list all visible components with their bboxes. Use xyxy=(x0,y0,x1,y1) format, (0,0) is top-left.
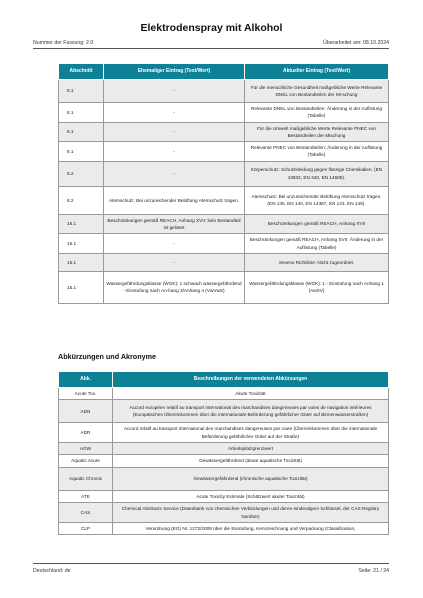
column-header-new-entry: Aktueller Eintrag (Text/Wert) xyxy=(245,64,389,80)
description-cell: Acute Toxicity Estimate (Schätzwert akuter Toxizität) xyxy=(113,491,389,503)
table-row xyxy=(59,522,389,534)
table-row xyxy=(59,253,389,271)
document-title: Elektrodenspray mit Alkohol xyxy=(140,22,283,34)
old-entry-cell: - xyxy=(104,80,245,103)
column-header-old-entry: Ehemaliger Eintrag (Text/Wert) xyxy=(104,64,245,80)
new-entry-cell: Seveso Richtlinie: Nicht zugeordnet. xyxy=(245,253,389,271)
old-entry-cell: - xyxy=(104,253,245,271)
description-cell: Accord relatif au transport international des marchandises dangereuses par route (Übereinkommen über die internationale Beförderung gefährlicher Güter auf der Straße) xyxy=(113,423,389,443)
abbreviation-cell: ATE xyxy=(59,491,113,503)
column-header-description: Beschreibungen der verwendeten Abkürzungen xyxy=(113,372,389,388)
new-entry-cell: Wassergefährdungsklasse (WGK): 1 - Einstufung nach Anhang 1 (AwSV) xyxy=(245,271,389,303)
old-entry-cell: - xyxy=(104,142,245,162)
table-row xyxy=(59,388,389,400)
section-cell: 8.1 xyxy=(59,103,104,123)
abbreviation-cell: CLP xyxy=(59,522,113,534)
abbreviation-cell: CAS xyxy=(59,503,113,523)
table-row xyxy=(59,423,389,443)
table-row xyxy=(59,234,389,254)
description-cell: Arbeitsplatzgrenzwert xyxy=(113,442,389,454)
description-cell: Accord européen relatif au transport international des marchandises dangereuses par voies de navigation intérieures (Europäisches Übereinkommen über die internationale Beförderung gefährlicher Güter auf Binnenwasserstraßen) xyxy=(113,400,389,423)
page-number: Seite: 21 / 24 xyxy=(358,568,389,574)
abbreviations-table xyxy=(58,371,389,535)
table-row xyxy=(59,186,389,214)
description-cell: Chemical Abstracts Service (Datenbank von chemischen Verbindungen und deren eindeutigem Schlüssel, der CAS Registry Number) xyxy=(113,503,389,523)
old-entry-cell: Atemschutz: Bei unzureichender Belüftung Atemschutz tragen. xyxy=(104,186,245,214)
footer-rule xyxy=(33,563,389,564)
section-cell: 8.2 xyxy=(59,161,104,186)
abbreviation-cell: Aquatic Acute xyxy=(59,455,113,468)
new-entry-cell: Relevante PNEC von Bestandteilen: Änderung in der Auflistung (Tabelle) xyxy=(245,142,389,162)
footer xyxy=(33,568,389,574)
description-cell: Akute Toxizität xyxy=(113,388,389,400)
abbreviations-table-header xyxy=(59,372,389,388)
section-cell: 15.1 xyxy=(59,214,104,234)
abbreviations-heading: Abkürzungen und Akronyme xyxy=(58,352,156,361)
version-number: Nummer der Fassung: 2.0 xyxy=(33,40,94,46)
table-row xyxy=(59,80,389,103)
section-cell: 8.1 xyxy=(59,142,104,162)
section-cell: 8.2 xyxy=(59,186,104,214)
column-header-abbreviation: Abk. xyxy=(59,372,113,388)
section-cell: 15.1 xyxy=(59,253,104,271)
description-cell: Gewässergefährdend (chronische aquatische Toxizität) xyxy=(113,468,389,491)
section-cell: 8.1 xyxy=(59,122,104,142)
abbreviation-cell: ADR xyxy=(59,423,113,443)
new-entry-cell: Für die Umwelt maßgebliche Werte Relevante PNEC von Bestandteilen der Mischung xyxy=(245,122,389,142)
old-entry-cell: - xyxy=(104,103,245,123)
abbreviation-cell: Acute Tox. xyxy=(59,388,113,400)
table-row xyxy=(59,455,389,468)
new-entry-cell: Atemschutz: Bei unzureichender Belüftung Atemschutz tragen. (EN 136, EN 140, EN 14387, EN 143, EN 149). xyxy=(245,186,389,214)
table-row xyxy=(59,442,389,454)
header-meta xyxy=(33,40,389,46)
description-cell: Gewässergefährdend (akute aquatische Toxizität) xyxy=(113,455,389,468)
column-header-section: Abschnitt xyxy=(59,64,104,80)
table-row xyxy=(59,122,389,142)
table-row xyxy=(59,142,389,162)
changes-table-header xyxy=(59,64,389,80)
table-row xyxy=(59,400,389,423)
header-rule xyxy=(33,48,389,49)
description-cell: Verordnung (EG) Nr. 1272/2008 über die Einstufung, Kennzeichnung und Verpackung (Classification, xyxy=(113,522,389,534)
new-entry-cell: Relevante DNEL von Bestandteilen: Änderung in der Auflistung (Tabelle) xyxy=(245,103,389,123)
new-entry-cell: Beschränkungen gemäß REACH, Anhang XVII xyxy=(245,214,389,234)
new-entry-cell: Beschränkungen gemäß REACH, Anhang XVII: Änderung in der Auflistung (Tabelle) xyxy=(245,234,389,254)
section-cell: 8.1 xyxy=(59,80,104,103)
changes-table xyxy=(58,63,389,304)
abbreviation-cell: Aquatic Chronic xyxy=(59,468,113,491)
section-cell: 15.1 xyxy=(59,271,104,303)
table-row xyxy=(59,503,389,523)
abbreviation-cell: ADN xyxy=(59,400,113,423)
old-entry-cell: Beschränkungen gemäß REACH, Anhang XVII: kein Bestandteil ist gelistet xyxy=(104,214,245,234)
table-row xyxy=(59,468,389,491)
section-cell: 15.1 xyxy=(59,234,104,254)
table-row xyxy=(59,214,389,234)
footer-country: Deutschland: de xyxy=(33,568,71,574)
old-entry-cell: - xyxy=(104,122,245,142)
table-row xyxy=(59,271,389,303)
table-row xyxy=(59,491,389,503)
new-entry-cell: Körperschutz: Schutzkleidung gegen flüssige Chemikalien. (EN 13832, EN 340, EN 14605). xyxy=(245,161,389,186)
old-entry-cell: - xyxy=(104,234,245,254)
old-entry-cell: Wassergefährdungsklasse (WGK): 1 schwach wassergefährdend - Einstufung nach An-hang 3/Anhang 4 (VwVwS) xyxy=(104,271,245,303)
table-row xyxy=(59,161,389,186)
new-entry-cell: Für die menschliche Gesundheit maßgebliche Werte Relevante DNEL von Bestandteilen der Mi-schung xyxy=(245,80,389,103)
abbreviation-cell: AGW xyxy=(59,442,113,454)
table-row xyxy=(59,103,389,123)
old-entry-cell: - xyxy=(104,161,245,186)
revision-date: Überarbeitet am: 08.10.2024 xyxy=(322,40,389,46)
